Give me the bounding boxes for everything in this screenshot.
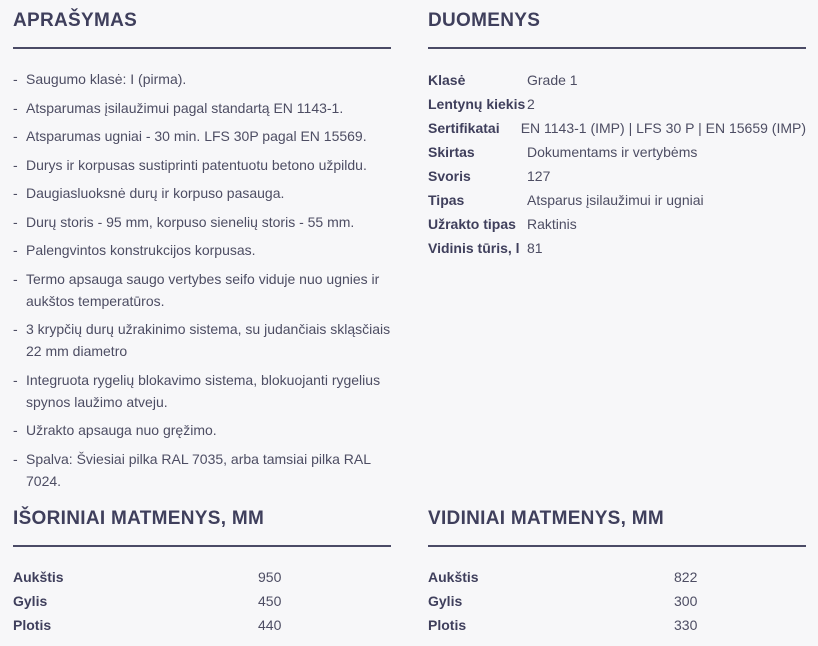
description-item: - Termo apsauga saugo vertybes seifo viduje nuo ugnies ir aukštos temperatūros. (13, 270, 380, 309)
internal-dimensions-table (428, 565, 806, 637)
specs-row-svoris: Svoris 127 (428, 168, 551, 184)
description-section (13, 0, 391, 498)
internal-height-row: Aukštis 822 (428, 569, 698, 585)
description-item: - Atsparumas ugniai - 30 min. LFS 30P pagal EN 15569. (13, 128, 367, 144)
description-item: - Palengvintos konstrukcijos korpusas. (13, 242, 256, 258)
internal-depth-row: Gylis 300 (428, 593, 698, 609)
specs-row-klase: Klasė Grade 1 (428, 72, 578, 88)
description-item: - Durų storis - 95 mm, korpuso sienelių storis - 55 mm. (13, 213, 355, 230)
specs-table (428, 68, 806, 260)
specs-row-tipas: Tipas Atsparus įsilaužimui ir ugniai (428, 192, 704, 208)
external-dimensions-divider (13, 545, 391, 547)
specs-row-vidinis-turis: Vidinis tūris, l 81 (428, 240, 543, 256)
specs-divider (428, 47, 806, 49)
specs-row-skirtas: Skirtas Dokumentams ir vertybėms (428, 144, 698, 160)
description-item: - Durys ir korpusas sustiprinti patentuotu betono užpildu. (13, 156, 367, 173)
external-dimensions-title: IŠORINIAI MATMENYS, MM (13, 508, 265, 529)
description-title: APRAŠYMAS (13, 10, 138, 31)
internal-dimensions-section (428, 498, 806, 637)
external-dimensions-table (13, 565, 391, 637)
internal-width-row: Plotis 330 (428, 617, 698, 633)
description-item: - Spalva: Šviesiai pilka RAL 7035, arba tamsiai pilka RAL 7024. (13, 450, 371, 489)
external-dimensions-section (13, 498, 391, 637)
description-item: - Daugiasluoksnė durų ir korpuso pasauga. (13, 185, 285, 201)
internal-dimensions-divider (428, 545, 806, 547)
specs-row-uzrakto-tipas: Užrakto tipas Raktinis (428, 216, 577, 232)
specs-row-sertifikatai: Sertifikatai EN 1143-1 (IMP) | LFS 30 P | EN 15659 (IMP) (428, 120, 806, 136)
specs-section (428, 0, 806, 260)
description-item: - 3 krypčių durų užrakinimo sistema, su judančiais skląsčiais 22 mm diametro (13, 321, 391, 359)
description-item: - Užrakto apsauga nuo gręžimo. (13, 422, 217, 438)
external-depth-row: Gylis 450 (13, 593, 282, 609)
specs-title: DUOMENYS (428, 10, 541, 31)
specs-row-lentynu-kiekis: Lentynų kiekis 2 (428, 96, 535, 112)
description-divider (13, 47, 391, 49)
external-height-row: Aukštis 950 (13, 569, 282, 585)
description-list (13, 68, 391, 492)
external-width-row: Plotis 440 (13, 617, 282, 633)
description-item: - Integruota rygelių blokavimo sistema, blokuojanti rygelius spynos laužimo atveju. (13, 371, 381, 410)
description-item: - Saugumo klasė: I (pirma). (13, 71, 187, 87)
internal-dimensions-title: VIDINIAI MATMENYS, MM (428, 508, 665, 529)
description-item: - Atsparumas įsilaužimui pagal standartą EN 1143-1. (13, 99, 344, 116)
